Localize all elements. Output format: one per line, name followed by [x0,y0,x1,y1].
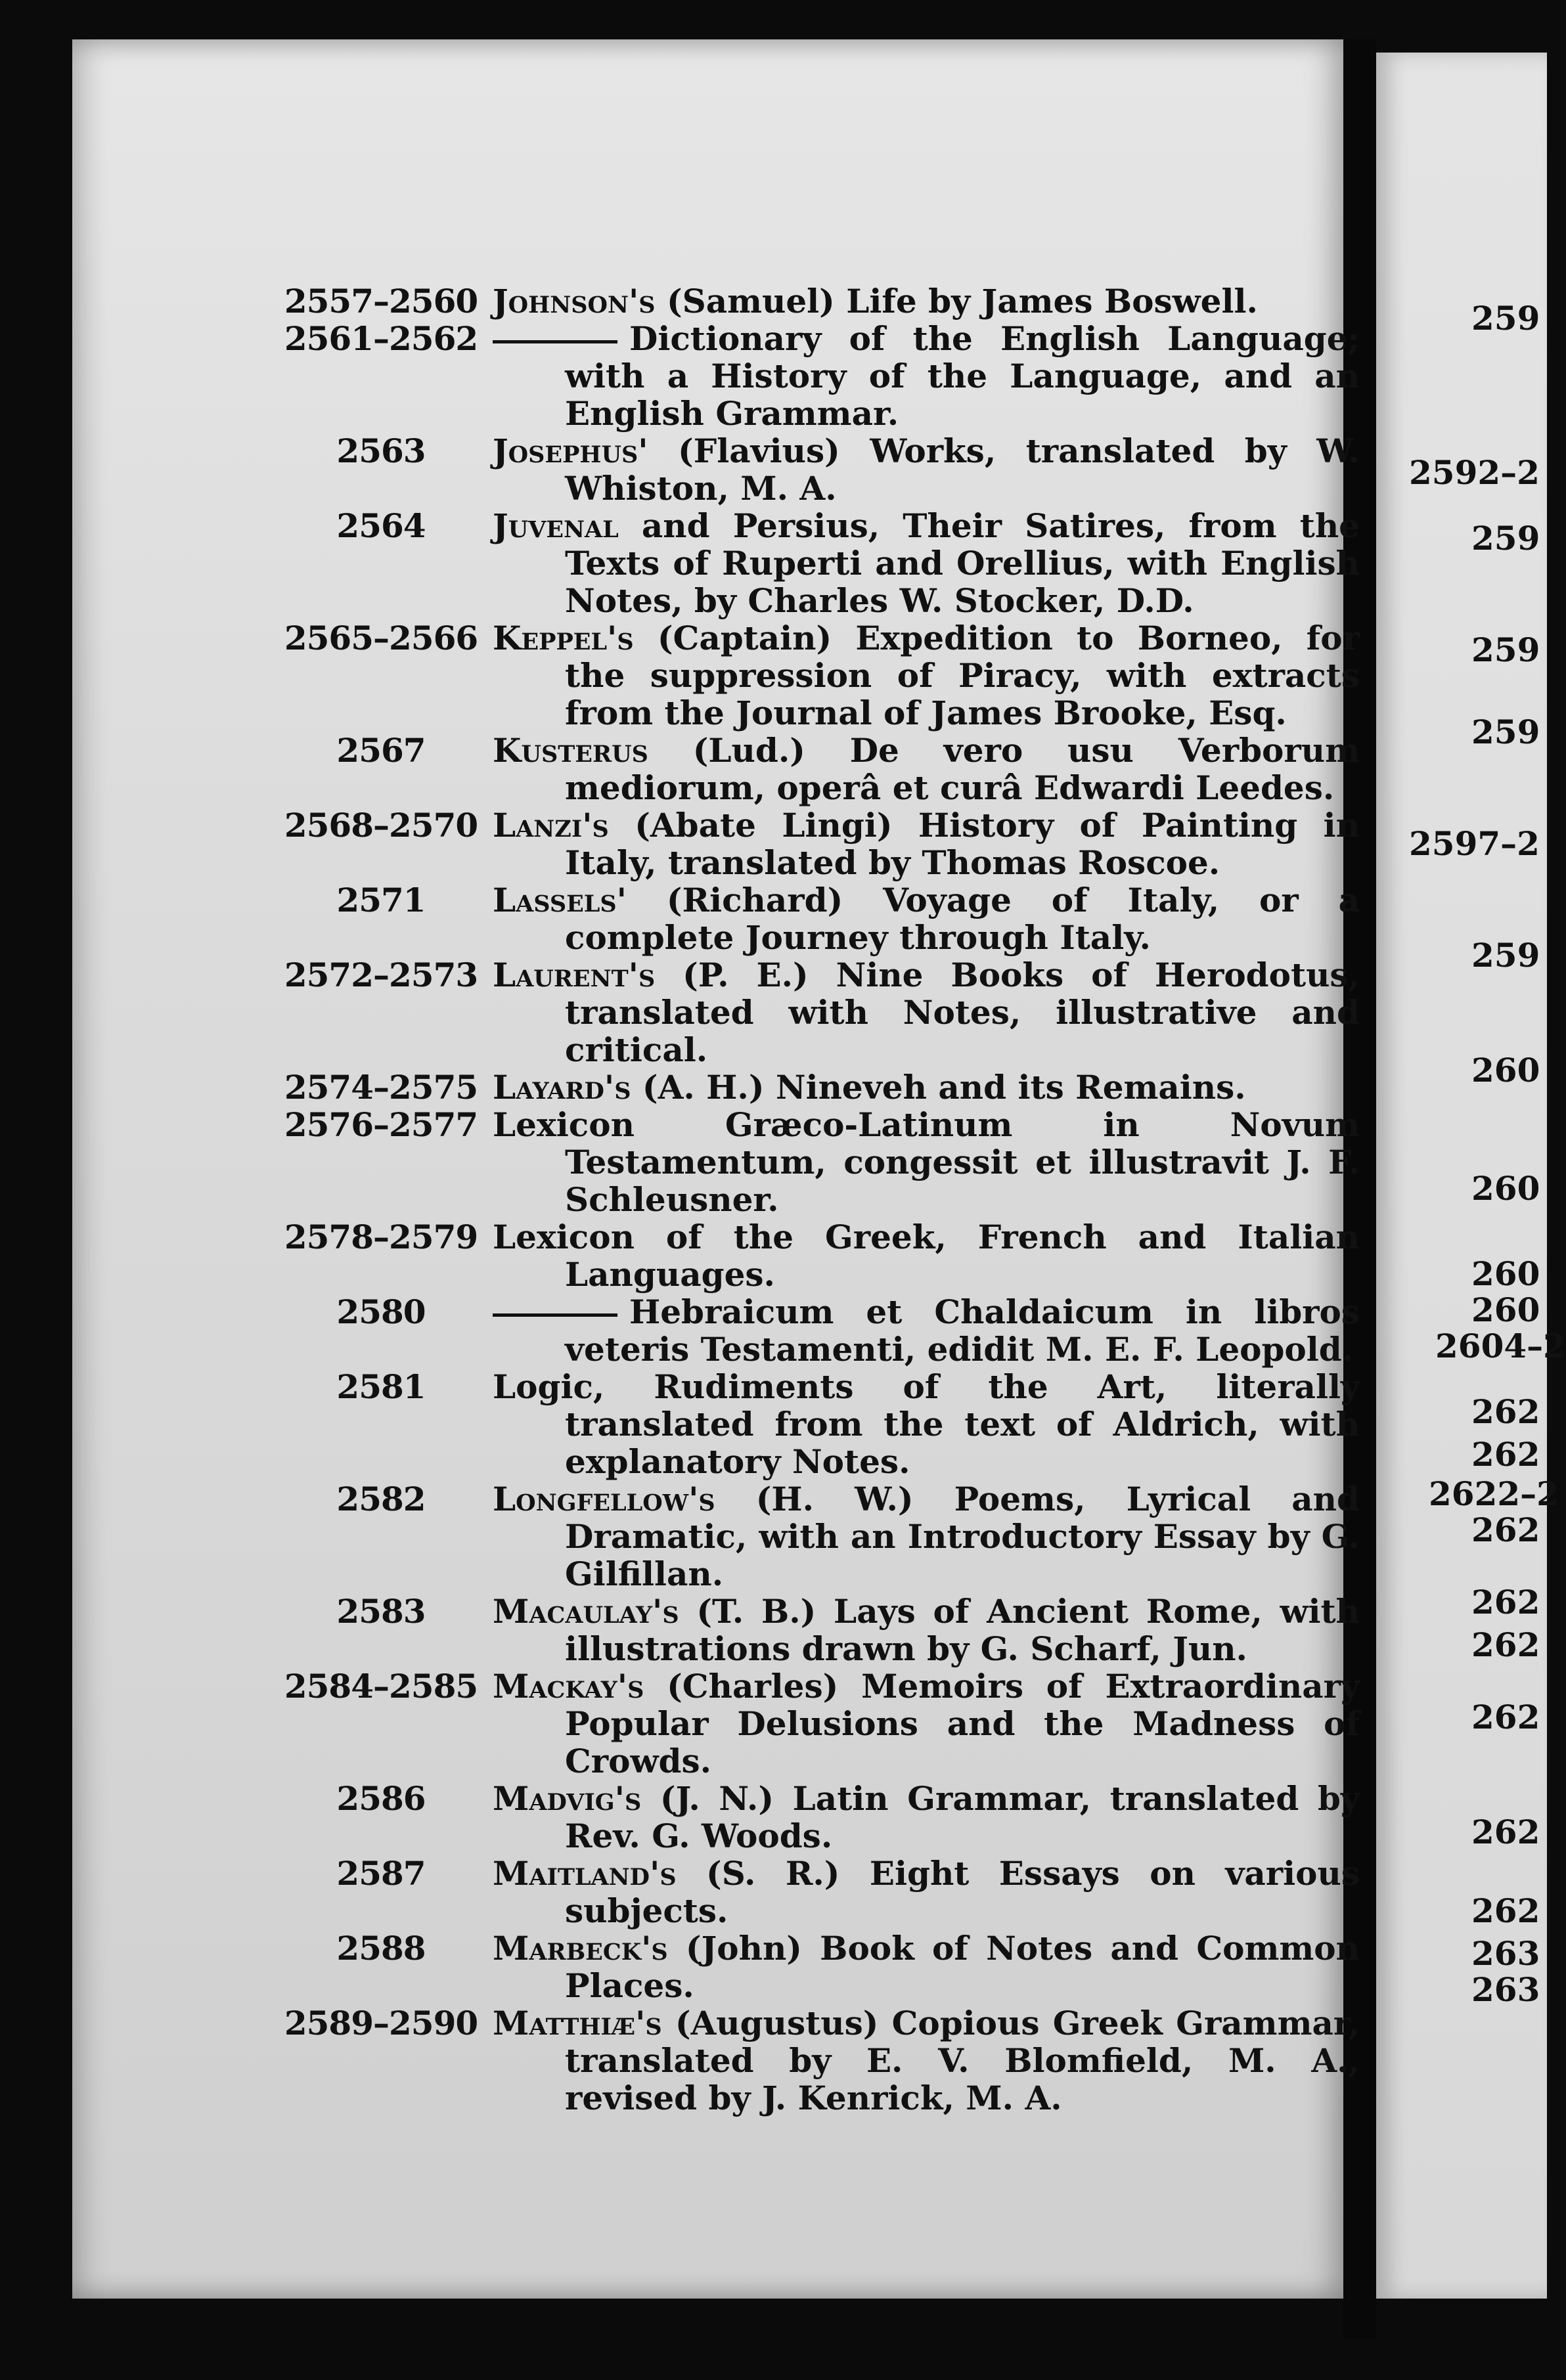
lot-number: 2583 [336,1592,426,1631]
catalog-entry [282,431,1360,508]
author-name: Matthiæ's [493,2004,662,2042]
catalog-entry [282,1779,1360,1855]
entry-description [493,1593,1360,1667]
lot-number: 2564 [336,506,426,545]
catalog-entry [282,2004,1360,2117]
entry-title: (John) Book of Notes and Common Places. [565,1929,1360,2005]
entry-description [493,1368,1360,1480]
entry-description [493,1293,1360,1368]
facing-lot-number: 259 [1471,630,1540,669]
lot-number: 2586 [336,1779,426,1818]
author-name: Keppel's [493,619,634,657]
entry-title: (P. E.) Nine Books of Herodotus, translated with Notes, illustrative and critical. [565,956,1360,1069]
entry-title: (Flavius) Works, translated by W. Whiston, M. A. [565,431,1360,508]
entry-description [493,806,1360,881]
entry-description [493,732,1360,806]
lot-number: 2568–2570 [284,806,478,845]
author-name: Johnson's [493,282,656,320]
author-name: Madvig's [493,1779,642,1818]
facing-lot-number: 259 [1471,299,1540,338]
catalog-list [282,282,1360,2117]
facing-lot-number: 260 [1471,1051,1540,1090]
catalog-entry [282,1218,1360,1294]
entry-title: (Charles) Memoirs of Extraordinary Popular Delusions and the Madness of Crowds. [565,1667,1360,1780]
facing-lot-number: 2592–2 [1409,453,1540,492]
facing-lot-number: 262 [1471,1813,1540,1851]
entry-description [493,1106,1360,1218]
catalog-entry [282,956,1360,1069]
lot-number: 2576–2577 [284,1105,478,1144]
entry-description [493,1780,1360,1855]
lot-number: 2578–2579 [284,1218,478,1256]
catalog-entry [282,731,1360,807]
facing-lot-number: 2597–2 [1409,824,1540,863]
author-name: Mackay's [493,1667,644,1706]
author-name: Juvenal [493,506,619,545]
lot-number: 2582 [336,1480,426,1518]
lot-number: 2584–2585 [284,1667,478,1706]
lot-number: 2567 [336,731,426,770]
lot-number: 2588 [336,1929,426,1968]
catalog-entry [282,1069,1320,1106]
lot-number: 2565–2566 [284,619,478,657]
author-name: Lanzi's [493,806,609,845]
lot-number: 2557–2560 [284,282,478,320]
catalog-entry [282,1480,1360,1593]
facing-lot-number: 2604–2 [1435,1327,1566,1365]
facing-lot-number: 262 [1471,1435,1540,1474]
entry-description [493,1667,1360,1780]
facing-lot-number: 2622–2 [1429,1474,1559,1513]
entry-description [493,320,1360,432]
catalog-entry [282,806,1360,882]
facing-lot-number: 262 [1471,1392,1540,1431]
lot-number: 2580 [336,1292,426,1331]
entry-title: (Richard) Voyage of Italy, or a complete Journey through Italy. [565,881,1360,957]
lot-number: 2574–2575 [284,1068,478,1107]
entry-title: (J. N.) Latin Grammar, translated by Rev. G. Woods. [565,1779,1360,1855]
author-name: Layard's [493,1068,631,1107]
facing-lot-number: 262 [1471,1583,1540,1621]
author-name: Josephus' [493,431,648,470]
author-name: Laurent's [493,956,656,994]
entry-title: Logic, Rudiments of the Art, literally translated from the text of Aldrich, with explanatory Notes. [493,1367,1360,1481]
author-name: Lassels' [493,881,627,919]
lot-number: 2561–2562 [284,319,478,358]
lot-number: 2589–2590 [284,2004,478,2042]
catalog-entry [282,1292,1360,1369]
entry-description [493,1218,1360,1293]
lot-number: 2581 [336,1367,426,1406]
author-name: Kusterus [493,731,648,770]
catalog-entry [282,282,1320,320]
entry-title: Hebraicum et Chaldaicum in libros veteris Testamenti, edidit M. E. F. Leopold. [565,1292,1360,1369]
facing-lot-number: 260 [1471,1254,1540,1293]
facing-lot-number: 259 [1471,519,1540,558]
catalog-entry [282,1667,1360,1780]
entry-title: (S. R.) Eight Essays on various subjects. [565,1854,1360,1930]
catalog-entry [282,1854,1360,1930]
author-name: Maitland's [493,1854,677,1893]
entry-title: and Persius, Their Satires, from the Texts of Ruperti and Orellius, with English Notes, by Charles W. Stocker, D.D. [565,506,1360,620]
facing-lot-number: 262 [1471,1698,1540,1736]
facing-lot-number: 262 [1471,1625,1540,1664]
catalog-entry [282,1367,1360,1481]
entry-description [493,507,1360,619]
entry-title: (Abate Lingi) History of Painting in Italy, translated by Thomas Roscoe. [565,806,1360,882]
entry-description [493,1929,1360,2004]
facing-lot-number: 259 [1471,713,1540,751]
entry-title: Lexicon of the Greek, French and Italian Languages. [493,1218,1360,1294]
entry-description [493,1480,1360,1593]
facing-lot-number: 263 [1471,1934,1540,1973]
facing-lot-number: 260 [1471,1290,1540,1329]
facing-lot-number: 259 [1471,936,1540,975]
facing-lot-number: 262 [1471,1510,1540,1549]
catalog-entry [282,1592,1360,1668]
lot-number: 2587 [336,1854,426,1893]
catalog-entry [282,1929,1360,2005]
facing-lot-number: 263 [1471,1970,1540,2009]
entry-description [493,1855,1360,1929]
entry-title: (Lud.) De vero usu Verborum mediorum, operâ et curâ Edwardi Leedes. [565,731,1360,807]
facing-lot-number: 260 [1471,1169,1540,1208]
catalog-entry [282,881,1360,957]
author-name: Macaulay's [493,1592,679,1631]
ditto-dash [493,1313,617,1317]
author-name: Marbeck's [493,1929,668,1968]
entry-title: (A. H.) Nineveh and its Remains. [631,1068,1246,1107]
author-name: Longfellow's [493,1480,715,1518]
lot-number: 2563 [336,431,426,470]
entry-description [493,282,1360,320]
entry-title: Dictionary of the English Language; with a History of the Language, and an English Grammar. [565,319,1360,433]
entry-title: (H. W.) Poems, Lyrical and Dramatic, with an Introductory Essay by G. Gilfillan. [565,1480,1360,1593]
catalog-entry [282,619,1360,732]
entry-title: (Samuel) Life by James Boswell. [655,282,1258,320]
entry-description [493,956,1360,1069]
entry-description [493,881,1360,956]
catalog-entry [282,506,1360,620]
catalog-entry [282,1105,1360,1219]
entry-description [493,2004,1360,2117]
facing-lot-number: 262 [1471,1891,1540,1930]
entry-title: (Captain) Expedition to Borneo, for the suppression of Piracy, with extracts from the Journal of James Brooke, Esq. [565,619,1360,732]
entry-description [493,1069,1360,1106]
entry-title: Lexicon Græco-Latinum in Novum Testamentum, congessit et illustravit J. F. Schleusner. [493,1105,1360,1219]
catalog-entry [282,319,1360,433]
entry-description [493,432,1360,507]
entry-title: (T. B.) Lays of Ancient Rome, with illustrations drawn by G. Scharf, Jun. [565,1592,1360,1668]
entry-title: (Augustus) Copious Greek Grammar, translated by E. V. Blomfield, M. A., revised by J. Kenrick, M. A. [565,2004,1360,2117]
entry-description [493,619,1360,732]
lot-number: 2571 [336,881,426,919]
ditto-dash [493,340,617,343]
lot-number: 2572–2573 [284,956,478,994]
